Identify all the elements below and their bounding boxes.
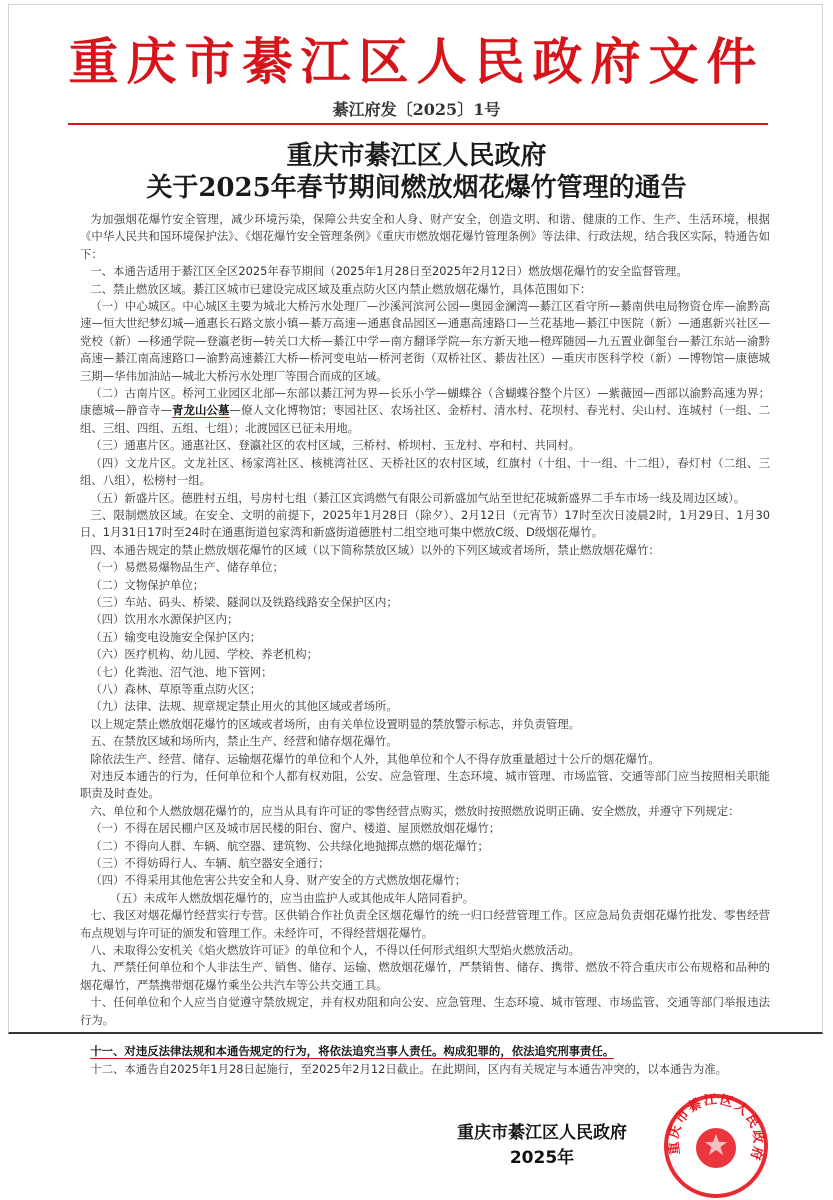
section-2-item-3: （三）通惠片区。通惠社区、登瀛社区的农村区域，三桥村、桥坝村、玉龙村、亭和村、共同村。 bbox=[90, 438, 581, 453]
intro-paragraph: 为加强烟花爆竹安全管理，减少环境污染，保障公共安全和人身、财产安全，创造文明、和谐、健康的工作、生产、生活环境，根据《中华人民共和国环境保护法》、《烟花爆竹安全管理条例》《重庆市燃放烟花爆竹管理条例》等法律、行政法规，结合我区实际，特通告如下： bbox=[80, 212, 770, 261]
section-6-item: （二）不得向人群、车辆、航空器、建筑物、公共绿化地抛掷点燃的烟花爆竹； bbox=[90, 838, 489, 853]
signature-block bbox=[432, 1121, 652, 1171]
section-2: 二、禁止燃放区域。綦江区城市已建设完成区域及重点防火区内禁止燃放烟花爆竹，具体范围如下： bbox=[90, 281, 592, 296]
section-4-item: （六）医疗机构、幼儿园、学校、养老机构； bbox=[90, 647, 319, 662]
signature-row bbox=[80, 1092, 770, 1200]
section-7: 七、我区对烟花爆竹经营实行专营。区供销合作社负责全区烟花爆竹的统一归口经营管理工作。区应急局负责烟花爆竹批发、零售经营布点规划与许可证的颁发和管理工作。未经许可，不得经营烟花爆竹。 bbox=[80, 908, 770, 940]
section-4-item: （八）森林、草原等重点防火区； bbox=[90, 681, 262, 696]
section-6-item: （三）不得妨碍行人、车辆、航空器安全通行； bbox=[90, 856, 330, 871]
section-4-item: （九）法律、法规、规章规定禁止用火的其他区域或者场所。 bbox=[90, 699, 398, 714]
section-4-note: 以上规定禁止燃放烟花爆竹的区域或者场所，由有关单位设置明显的禁放警示标志，并负责管理。 bbox=[90, 716, 581, 731]
seal-text: 重庆市綦江区人民政府 bbox=[666, 1092, 766, 1164]
document-number: 綦江府发〔2025〕1号 bbox=[332, 100, 501, 119]
section-9: 九、严禁任何单位和个人非法生产、销售、储存、运输、燃放烟花爆竹，严禁销售、储存、携带、燃放不符合重庆市公布规格和品种的烟花爆竹，严禁携带烟花爆竹乘坐公共汽车等公共交通工具。 bbox=[80, 960, 770, 992]
section-2-item-5: （五）新盛片区。德胜村五组，号房村七组（綦江区宾鸿燃气有限公司新盛加气站至世纪花城新盛界二手车市场一线及周边区域）。 bbox=[90, 490, 746, 505]
section-11-text: 十一、对违反法律法规和本通告规定的行为，将依法追究当事人责任。构成犯罪的，依法追究刑事责任。 bbox=[90, 1044, 615, 1059]
section-10: 十、任何单位和个人应当自觉遵守禁放规定，并有权劝阻和向公安、应急管理、生态环境、城市管理、市场监管、交通等部门举报违法行为。 bbox=[80, 995, 770, 1027]
section-11 bbox=[80, 1043, 770, 1060]
section-4-item: （一）易燃易爆物品生产、储存单位； bbox=[90, 560, 284, 575]
section-2-item-1: （一）中心城区。中心城区主要为城北大桥污水处理厂—沙溪河滨河公园—奥园金澜湾—綦江区看守所—綦南供电局物资仓库—渝黔高速—恒大世纪梦幻城—通惠长石路文旅小镇—綦万高速—通惠食品园区—通惠高速路口—兰花基地—綦江中医院（新）—通惠新兴社区—党校（新）—移通学院—登瀛老街—转关口大桥—綦江中学—南方翻译学院—东方新天地—橙珲随园—九五置业御玺台—綦江东站—渝黔高速—綦江南高速路口—渝黔高速綦江大桥—桥河变电站—桥河老街（双桥社区、綦齿社区）—重庆市医科学校（新）—博物馆—康德城三期—华伟加油站—城北大桥污水处理厂等围合而成的区域。 bbox=[80, 299, 770, 383]
notice-body bbox=[80, 211, 770, 1200]
section-2-item-4: （四）文龙片区。文龙社区、杨家湾社区、核桃湾社区、天桥社区的农村区域，红旗村（十组、十一组、十二组），春灯村（二组、三组、八组），松榜村一组。 bbox=[80, 455, 770, 488]
signature-date: 2025年 bbox=[509, 1147, 575, 1168]
section-3: 三、限制燃放区域。在安全、文明的前提下，2025年1月28日（除夕）、2月12日（元宵节）17时至次日凌晨2时，1月29日、1月30日、1月31日17时至24时在通惠街道包家湾和新盛街道德胜村二组空地可集中燃放C级、D级烟花爆竹。 bbox=[80, 507, 770, 540]
notice-title-line2: 关于2025年春节期间燃放烟花爆竹管理的通告 bbox=[146, 173, 687, 203]
section-4-item: （七）化粪池、沼气池、地下管网； bbox=[90, 664, 273, 679]
notice-title-line1: 重庆市綦江区人民政府 bbox=[286, 141, 547, 171]
section-6: 六、单位和个人燃放烟花爆竹的，应当从具有许可证的零售经营点购买，燃放时按照燃放说明正确、安全燃放，并遵守下列规定： bbox=[90, 803, 740, 818]
section-8: 八、未取得公安机关《焰火燃放许可证》的单位和个人，不得以任何形式组织大型焰火燃放活动。 bbox=[90, 943, 581, 958]
official-seal-stamp bbox=[662, 1092, 770, 1200]
red-header-title: 重庆市綦江区人民政府文件 bbox=[68, 32, 765, 91]
section-5-para-a: 除依法生产、经营、储存、运输烟花爆竹的单位和个人外，其他单位和个人不得存放重量超过十公斤的烟花爆竹。 bbox=[90, 751, 660, 766]
section-6-item: （一）不得在居民棚户区及城市居民楼的阳台、窗户、楼道、屋顶燃放烟花爆竹； bbox=[90, 821, 501, 836]
section-2-item-2 bbox=[80, 385, 770, 437]
highlighted-place: 青龙山公墓 bbox=[171, 403, 230, 418]
section-1: 一、本通告适用于綦江区全区2025年春节期间（2025年1月28日至2025年2月12日）燃放烟花爆竹的安全监督管理。 bbox=[90, 264, 688, 279]
section-6-item: （五）未成年人燃放烟花爆竹的，应当由监护人或其他成年人陪同看护。 bbox=[109, 890, 475, 905]
section-4-item: （二）文物保护单位； bbox=[90, 577, 205, 592]
section-4-item: （三）车站、码头、桥梁、隧洞以及铁路线路安全保护区内； bbox=[90, 594, 398, 609]
signature-issuer: 重庆市綦江区人民政府 bbox=[457, 1122, 627, 1143]
text: （二）古南片区。桥河工业园区北部—东部以綦江河为界—长乐小学—蝴蝶谷（含蝴蝶谷整个片区）—紫薇园—西部以渝黔高速为界；康德城—静音寺— bbox=[80, 386, 770, 418]
section-4-item: （五）输变电设施安全保护区内； bbox=[90, 629, 262, 644]
section-5-para-b: 对违反本通告的行为，任何单位和个人都有权劝阻，公安、应急管理、生态环境、城市管理、市场监管、交通等部门应当按照相关职能职责及时查处。 bbox=[80, 769, 770, 801]
section-4: 四、本通告规定的禁止燃放烟花爆竹的区域（以下简称禁放区域）以外的下列区域或者场所，禁止燃放烟花爆竹： bbox=[90, 542, 660, 557]
section-12: 十二、本通告自2025年1月28日起施行，至2025年2月12日截止。在此期间，区内有关规定与本通告冲突的，以本通告为准。 bbox=[90, 1061, 728, 1076]
red-divider bbox=[68, 123, 768, 125]
text: —僚人文化博物馆；枣园社区、农场社区、金桥村、清水村、花坝村、春光村、尖山村、连城村（一组、二组、三组、四组、五组、七组）；北渡园区已征未用地。 bbox=[80, 403, 770, 435]
section-5: 五、在禁放区域和场所内，禁止生产、经营和储存烟花爆竹。 bbox=[90, 734, 398, 749]
section-6-item: （四）不得采用其他危害公共安全和人身、财产安全的方式燃放烟花爆竹； bbox=[90, 873, 467, 888]
section-4-item: （四）饮用水水源保护区内； bbox=[90, 612, 239, 627]
